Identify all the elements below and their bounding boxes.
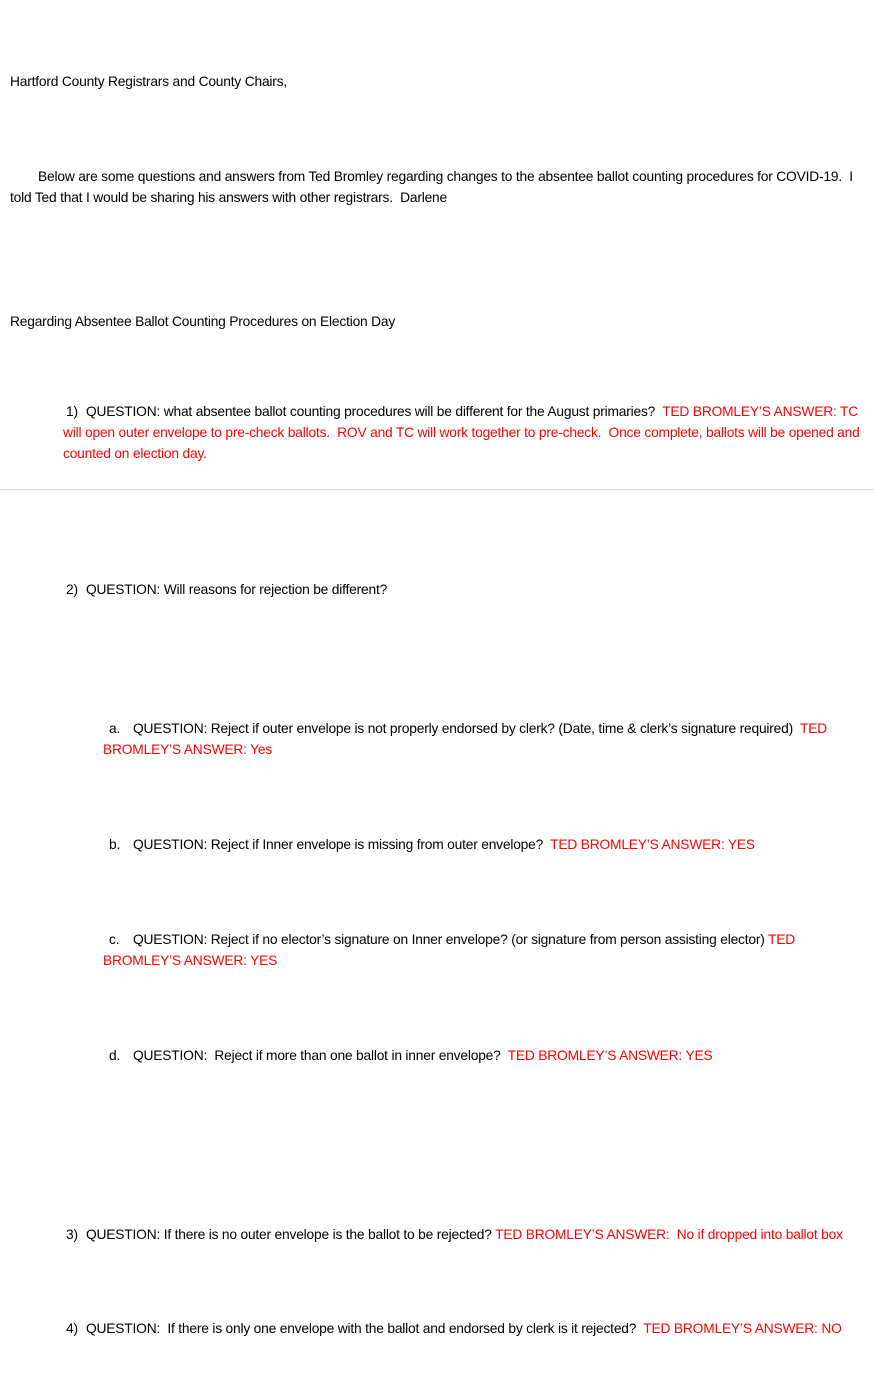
salutation: Hartford County Registrars and County Chairs, bbox=[10, 74, 288, 89]
sub-marker-a: a. bbox=[109, 721, 121, 736]
question-text-3: QUESTION: If there is no outer envelope is the ballot to be rejected? bbox=[86, 1227, 496, 1242]
sub-item-b bbox=[10, 834, 866, 855]
sub-marker-b: b. bbox=[109, 837, 121, 852]
list-item-2 bbox=[10, 579, 866, 600]
list-marker-1: 1) bbox=[66, 404, 78, 419]
sub-marker-c: c. bbox=[109, 932, 120, 947]
sub-answer-c: TED BROMLEY’S ANSWER: YES bbox=[103, 932, 799, 968]
sub-answer-a: TED BROMLEY’S ANSWER: Yes bbox=[103, 721, 831, 757]
list-item-3 bbox=[10, 1224, 866, 1245]
answer-text-1: TED BROMLEY’S ANSWER: TC will open outer envelope to pre-check ballots. ROV and TC will work together to pre-check. Once complete, ballots will be opened and counted on election day. bbox=[63, 404, 864, 461]
list-marker-4: 4) bbox=[66, 1321, 78, 1336]
answer-text-4: TED BROMLEY’S ANSWER: NO bbox=[643, 1321, 842, 1336]
sub-item-d bbox=[10, 1045, 866, 1066]
sub-question-a: QUESTION: Reject if outer envelope is not properly endorsed by clerk? (Date, time & clerk’s signature required) bbox=[133, 721, 801, 736]
sub-item-c bbox=[10, 929, 866, 971]
question-text-4: QUESTION: If there is only one envelope with the ballot and endorsed by clerk is it rejected? bbox=[86, 1321, 644, 1336]
bottom-divider bbox=[0, 489, 874, 490]
list-marker-3: 3) bbox=[66, 1227, 78, 1242]
list-marker-2: 2) bbox=[66, 582, 78, 597]
answer-text-3: TED BROMLEY’S ANSWER: No if dropped into ballot box bbox=[495, 1227, 843, 1242]
sub-question-d: QUESTION: Reject if more than one ballot in inner envelope? bbox=[133, 1048, 508, 1063]
intro-paragraph: Below are some questions and answers from Ted Bromley regarding changes to the absentee ballot counting procedures for COVID-19. I told Ted that I would be sharing his answers with other registrars. Darlene bbox=[10, 169, 857, 205]
sub-question-c: QUESTION: Reject if no elector’s signature on Inner envelope? (or signature from person assisting elector) bbox=[133, 932, 769, 947]
question-text-1: QUESTION: what absentee ballot counting procedures will be different for the August primaries? bbox=[86, 404, 663, 419]
sub-question-b: QUESTION: Reject if Inner envelope is missing from outer envelope? bbox=[133, 837, 551, 852]
sub-answer-d: TED BROMLEY’S ANSWER: YES bbox=[507, 1048, 713, 1063]
section-heading: Regarding Absentee Ballot Counting Procedures on Election Day bbox=[10, 314, 396, 329]
sub-item-a bbox=[10, 718, 866, 760]
sub-answer-b: TED BROMLEY’S ANSWER: YES bbox=[550, 837, 755, 852]
question-text-2: QUESTION: Will reasons for rejection be different? bbox=[86, 582, 388, 597]
sub-marker-d: d. bbox=[109, 1048, 121, 1063]
sub-list bbox=[10, 676, 866, 1119]
list-item-1 bbox=[10, 401, 866, 464]
list-item-2-group bbox=[10, 537, 866, 1161]
list-item-4 bbox=[10, 1318, 866, 1339]
